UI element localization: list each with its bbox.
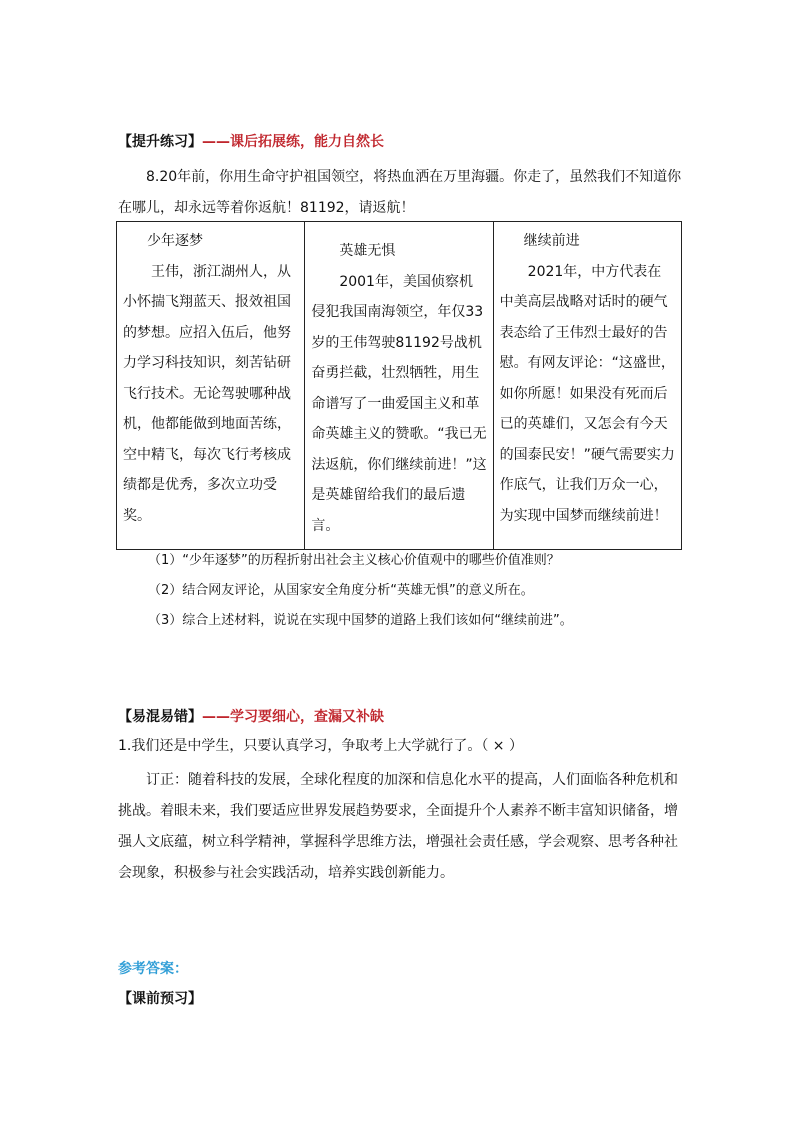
question-item: （2）结合网友评论，从国家安全角度分析“英雄无惧”的意义所在。 xyxy=(148,583,534,598)
cell-title: 少年逐梦 xyxy=(147,233,203,249)
cell-text: 2021年，中方代表在中美高层战略对话时的硬气表态给了王伟烈士最好的告慰。有网友评论：“这盛世，如你所愿！如果没有死而后已的英雄们，又怎会有今天的国泰民安！”硬气需要实力作底气，让我们万众一心，为实现中国梦而继续前进！ xyxy=(499,263,675,524)
question-list xyxy=(148,546,573,636)
cell-text: 王伟，浙江湖州人，从小怀揣飞翔蓝天、报效祖国的梦想。应招入伍后，他努力学习科技知识，刻苦钻研飞行技术。无论驾驶哪种战机，他都能做到地面苦练，空中精飞，每次飞行考核成绩都是优秀，多次立功受奖。 xyxy=(123,263,291,524)
table-row xyxy=(117,222,682,550)
table-cell-hero-fearless xyxy=(305,222,493,550)
section-heading-errors xyxy=(118,707,384,727)
answers-heading: 参考答案： xyxy=(118,961,188,977)
section-heading-practice xyxy=(118,132,384,152)
question-item: （3）综合上述材料，说说在实现中国梦的道路上我们该如何“继续前进”。 xyxy=(148,613,573,628)
section-bracket: 【提升练习】 xyxy=(118,134,202,150)
cell-title: 英雄无惧 xyxy=(339,243,396,259)
cell-text: 2001年，美国侦察机侵犯我国南海领空，年仅33岁的王伟驾驶81192号战机奋勇拦截，壮烈牺牲，用生命谱写了一曲爱国主义和革命英雄主义的赞歌。“我已无法返航，你们继续前进！”这是英雄留给我们的最后遗言。 xyxy=(311,273,487,534)
table-cell-youth-dream xyxy=(117,222,305,550)
question-item: （1）“少年逐梦”的历程折射出社会主义核心价值观中的哪些价值准则？ xyxy=(148,553,560,568)
preview-heading: 【课前预习】 xyxy=(118,991,202,1007)
correction-paragraph: 订正：随着科技的发展，全球化程度的加深和信息化水平的提高，人们面临各种危机和挑战。着眼未来，我们要适应世界发展趋势要求，全面提升个人素养不断丰富知识储备，增强人文底蕴，树立科学精神，掌握科学思维方法，增强社会责任感，学会观察、思考各种社会现象，积极参与社会实践活动，培养实践创新能力。 xyxy=(118,772,678,881)
intro-paragraph: 8.20年前，你用生命守护祖国领空，将热血洒在万里海疆。你走了，虽然我们不知道你在哪儿，却永远等着你返航！81192，请返航！ xyxy=(118,169,682,216)
cell-title: 继续前进 xyxy=(523,233,580,249)
section-subtitle: ——学习要细心，查漏又补缺 xyxy=(202,709,384,725)
material-table xyxy=(116,221,682,550)
section-bracket: 【易混易错】 xyxy=(118,709,202,725)
section-subtitle: ——课后拓展练，能力自然长 xyxy=(202,134,384,150)
table-cell-march-on xyxy=(493,222,681,550)
error-statement: 1.我们还是中学生，只要认真学习，争取考上大学就行了。（ × ） xyxy=(118,738,523,754)
